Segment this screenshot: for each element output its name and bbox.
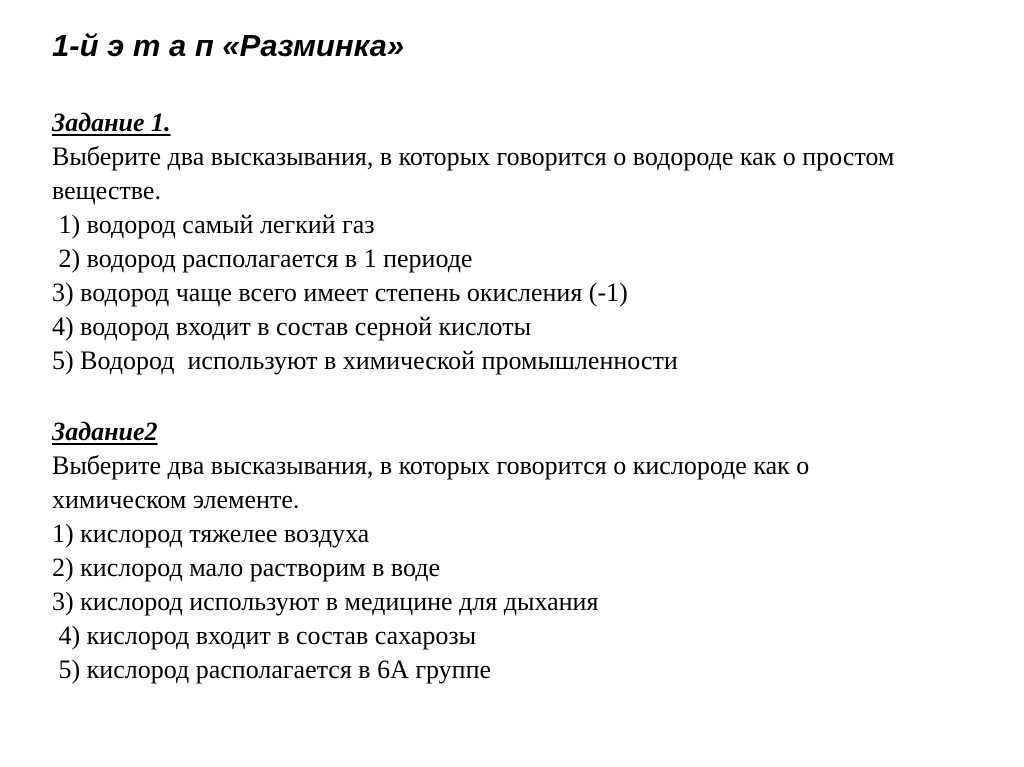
task-2-option-5: 5) кислород располагается в 6А группе: [52, 655, 492, 684]
task-1-option-5: 5) Водород используют в химической промышленности: [52, 346, 678, 375]
task-1-question-line-1: Выберите два высказывания, в которых говорится о водороде как о простом: [52, 142, 895, 171]
task-2-option-3: 3) кислород используют в медицине для дыхания: [52, 587, 599, 616]
task-2-heading: Задание2: [52, 417, 158, 446]
task-1-question-line-2: веществе.: [52, 176, 161, 205]
task-1-option-2: 2) водород располагается в 1 периоде: [52, 244, 473, 273]
task-1: [52, 106, 894, 378]
task-2-option-1: 1) кислород тяжелее воздуха: [52, 519, 370, 548]
task-1-option-3: 3) водород чаще всего имеет степень окисления (-1): [52, 278, 628, 307]
task-2-option-2: 2) кислород мало растворим в воде: [52, 553, 441, 582]
task-2: [52, 415, 809, 687]
task-1-heading: Задание 1.: [52, 108, 171, 137]
task-1-option-1: 1) водород самый легкий газ: [52, 210, 375, 239]
task-2-option-4: 4) кислород входит в состав сахарозы: [52, 621, 477, 650]
slide-title: 1-й э т а п «Разминка»: [52, 28, 405, 63]
task-2-question-line-2: химическом элементе.: [52, 485, 300, 514]
task-2-question-line-1: Выберите два высказывания, в которых говорится о кислороде как о: [52, 451, 810, 480]
task-1-option-4: 4) водород входит в состав серной кислоты: [52, 312, 532, 341]
